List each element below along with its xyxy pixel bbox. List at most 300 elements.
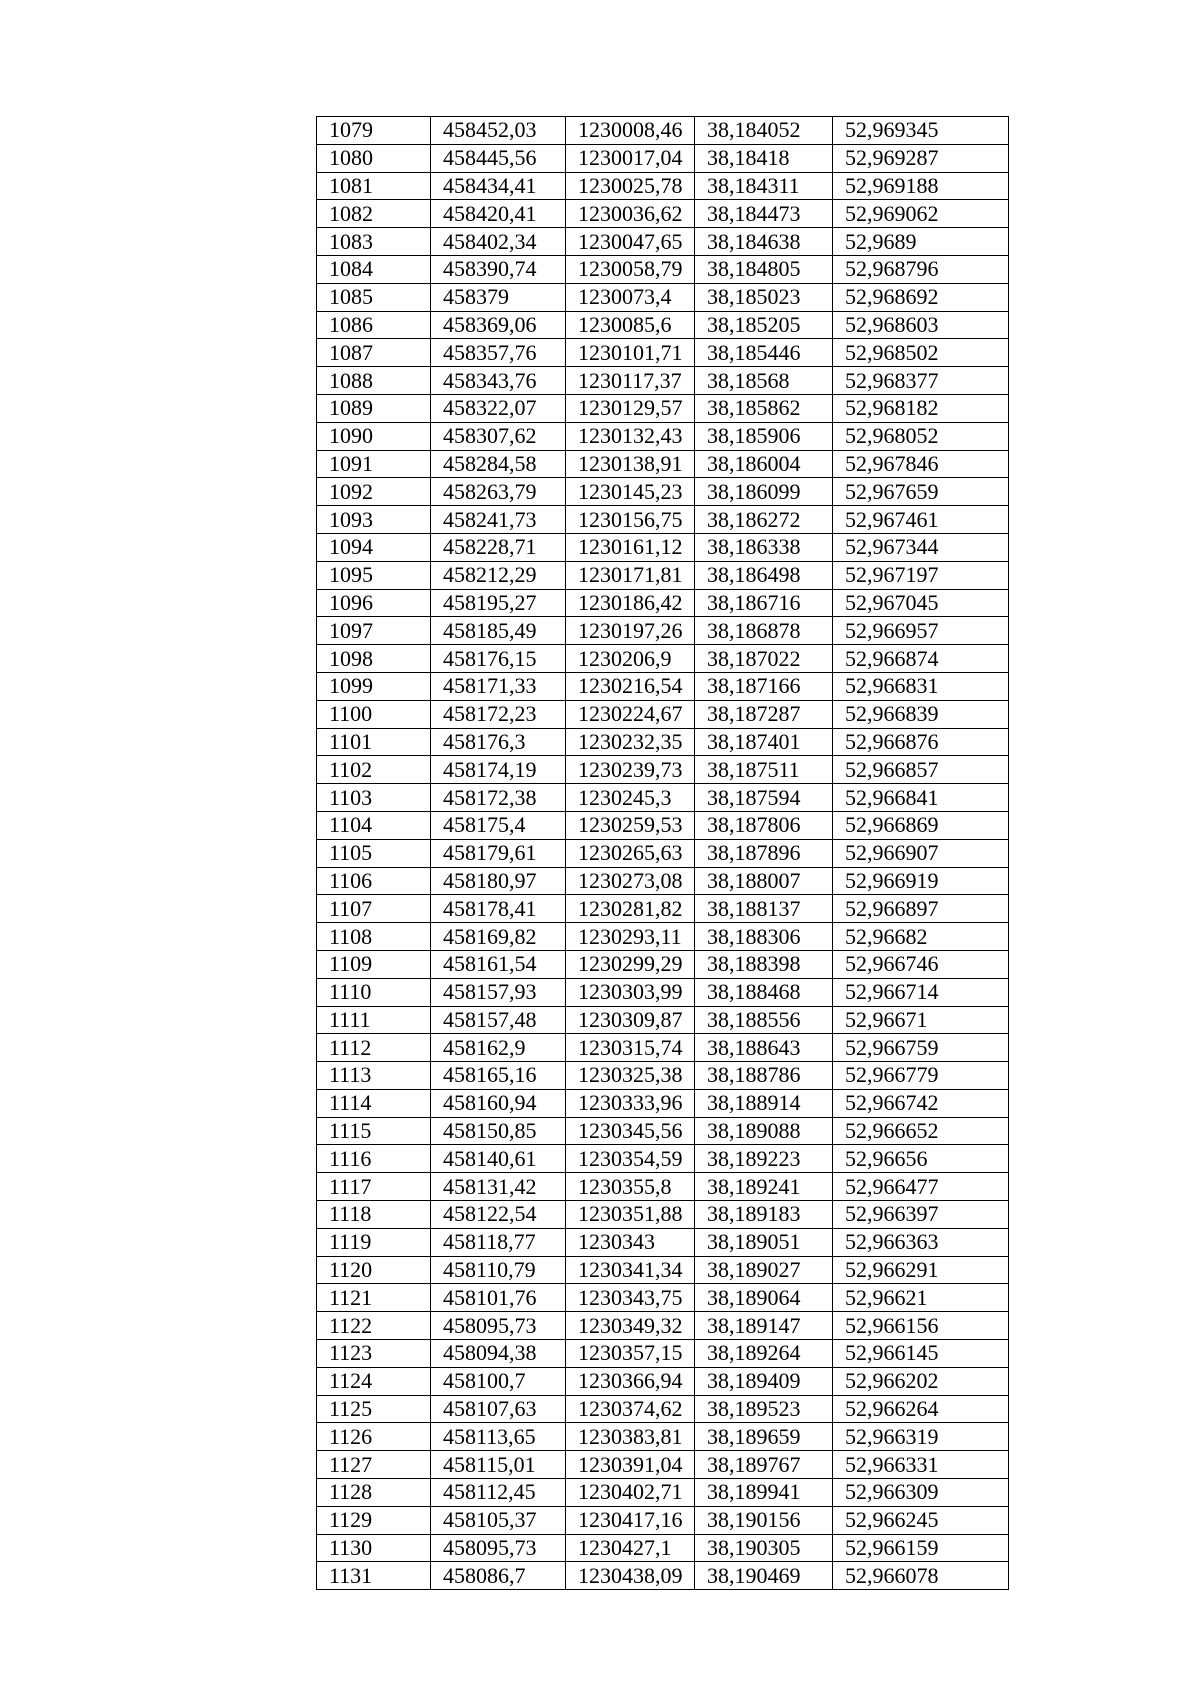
longitude-cell: 38,185446 bbox=[695, 339, 833, 367]
longitude-cell: 38,187511 bbox=[695, 756, 833, 784]
x-coordinate-cell: 458095,73 bbox=[431, 1312, 566, 1340]
x-coordinate-cell: 458094,38 bbox=[431, 1340, 566, 1368]
longitude-cell: 38,188914 bbox=[695, 1089, 833, 1117]
latitude-cell: 52,969062 bbox=[833, 200, 1009, 228]
x-coordinate-cell: 458100,7 bbox=[431, 1367, 566, 1395]
point-number-cell: 1131 bbox=[317, 1562, 431, 1590]
latitude-cell: 52,966245 bbox=[833, 1506, 1009, 1534]
y-coordinate-cell: 1230197,26 bbox=[566, 617, 695, 645]
longitude-cell: 38,187401 bbox=[695, 728, 833, 756]
table-row bbox=[317, 1173, 1009, 1201]
point-number-cell: 1106 bbox=[317, 867, 431, 895]
longitude-cell: 38,188398 bbox=[695, 950, 833, 978]
y-coordinate-cell: 1230259,53 bbox=[566, 811, 695, 839]
x-coordinate-cell: 458263,79 bbox=[431, 478, 566, 506]
longitude-cell: 38,189051 bbox=[695, 1228, 833, 1256]
x-coordinate-cell: 458157,93 bbox=[431, 978, 566, 1006]
point-number-cell: 1129 bbox=[317, 1506, 431, 1534]
point-number-cell: 1082 bbox=[317, 200, 431, 228]
y-coordinate-cell: 1230047,65 bbox=[566, 228, 695, 256]
y-coordinate-cell: 1230232,35 bbox=[566, 728, 695, 756]
x-coordinate-cell: 458172,23 bbox=[431, 700, 566, 728]
table-row bbox=[317, 617, 1009, 645]
longitude-cell: 38,189659 bbox=[695, 1423, 833, 1451]
x-coordinate-cell: 458110,79 bbox=[431, 1256, 566, 1284]
y-coordinate-cell: 1230293,11 bbox=[566, 923, 695, 951]
point-number-cell: 1104 bbox=[317, 811, 431, 839]
point-number-cell: 1093 bbox=[317, 506, 431, 534]
table-row bbox=[317, 1562, 1009, 1590]
x-coordinate-cell: 458445,56 bbox=[431, 144, 566, 172]
y-coordinate-cell: 1230366,94 bbox=[566, 1367, 695, 1395]
longitude-cell: 38,186004 bbox=[695, 450, 833, 478]
y-coordinate-cell: 1230417,16 bbox=[566, 1506, 695, 1534]
latitude-cell: 52,966779 bbox=[833, 1062, 1009, 1090]
x-coordinate-cell: 458113,65 bbox=[431, 1423, 566, 1451]
x-coordinate-cell: 458228,71 bbox=[431, 533, 566, 561]
y-coordinate-cell: 1230315,74 bbox=[566, 1034, 695, 1062]
longitude-cell: 38,189223 bbox=[695, 1145, 833, 1173]
latitude-cell: 52,966869 bbox=[833, 811, 1009, 839]
table-row bbox=[317, 1089, 1009, 1117]
longitude-cell: 38,184311 bbox=[695, 172, 833, 200]
latitude-cell: 52,96621 bbox=[833, 1284, 1009, 1312]
latitude-cell: 52,968603 bbox=[833, 311, 1009, 339]
point-number-cell: 1114 bbox=[317, 1089, 431, 1117]
latitude-cell: 52,966078 bbox=[833, 1562, 1009, 1590]
point-number-cell: 1130 bbox=[317, 1534, 431, 1562]
latitude-cell: 52,966876 bbox=[833, 728, 1009, 756]
y-coordinate-cell: 1230245,3 bbox=[566, 784, 695, 812]
longitude-cell: 38,185906 bbox=[695, 422, 833, 450]
point-number-cell: 1091 bbox=[317, 450, 431, 478]
latitude-cell: 52,968796 bbox=[833, 255, 1009, 283]
latitude-cell: 52,966831 bbox=[833, 672, 1009, 700]
table-row bbox=[317, 867, 1009, 895]
point-number-cell: 1089 bbox=[317, 394, 431, 422]
latitude-cell: 52,967344 bbox=[833, 533, 1009, 561]
table-row bbox=[317, 533, 1009, 561]
y-coordinate-cell: 1230383,81 bbox=[566, 1423, 695, 1451]
table-row bbox=[317, 589, 1009, 617]
latitude-cell: 52,968377 bbox=[833, 367, 1009, 395]
point-number-cell: 1119 bbox=[317, 1228, 431, 1256]
longitude-cell: 38,189027 bbox=[695, 1256, 833, 1284]
latitude-cell: 52,966841 bbox=[833, 784, 1009, 812]
y-coordinate-cell: 1230345,56 bbox=[566, 1117, 695, 1145]
table-row bbox=[317, 450, 1009, 478]
table-row bbox=[317, 784, 1009, 812]
longitude-cell: 38,189941 bbox=[695, 1479, 833, 1507]
point-number-cell: 1087 bbox=[317, 339, 431, 367]
x-coordinate-cell: 458307,62 bbox=[431, 422, 566, 450]
x-coordinate-cell: 458161,54 bbox=[431, 950, 566, 978]
latitude-cell: 52,966145 bbox=[833, 1340, 1009, 1368]
x-coordinate-cell: 458162,9 bbox=[431, 1034, 566, 1062]
table-row bbox=[317, 1506, 1009, 1534]
latitude-cell: 52,966319 bbox=[833, 1423, 1009, 1451]
longitude-cell: 38,185205 bbox=[695, 311, 833, 339]
x-coordinate-cell: 458185,49 bbox=[431, 617, 566, 645]
point-number-cell: 1101 bbox=[317, 728, 431, 756]
latitude-cell: 52,966156 bbox=[833, 1312, 1009, 1340]
longitude-cell: 38,189183 bbox=[695, 1201, 833, 1229]
latitude-cell: 52,966857 bbox=[833, 756, 1009, 784]
table-row bbox=[317, 1201, 1009, 1229]
x-coordinate-cell: 458122,54 bbox=[431, 1201, 566, 1229]
latitude-cell: 52,966874 bbox=[833, 645, 1009, 673]
longitude-cell: 38,188556 bbox=[695, 1006, 833, 1034]
longitude-cell: 38,186878 bbox=[695, 617, 833, 645]
longitude-cell: 38,188306 bbox=[695, 923, 833, 951]
longitude-cell: 38,190156 bbox=[695, 1506, 833, 1534]
point-number-cell: 1121 bbox=[317, 1284, 431, 1312]
y-coordinate-cell: 1230325,38 bbox=[566, 1062, 695, 1090]
x-coordinate-cell: 458178,41 bbox=[431, 895, 566, 923]
y-coordinate-cell: 1230129,57 bbox=[566, 394, 695, 422]
latitude-cell: 52,96656 bbox=[833, 1145, 1009, 1173]
x-coordinate-cell: 458101,76 bbox=[431, 1284, 566, 1312]
longitude-cell: 38,187022 bbox=[695, 645, 833, 673]
longitude-cell: 38,188643 bbox=[695, 1034, 833, 1062]
longitude-cell: 38,188137 bbox=[695, 895, 833, 923]
point-number-cell: 1110 bbox=[317, 978, 431, 1006]
point-number-cell: 1105 bbox=[317, 839, 431, 867]
longitude-cell: 38,184473 bbox=[695, 200, 833, 228]
x-coordinate-cell: 458420,41 bbox=[431, 200, 566, 228]
point-number-cell: 1109 bbox=[317, 950, 431, 978]
y-coordinate-cell: 1230085,6 bbox=[566, 311, 695, 339]
point-number-cell: 1094 bbox=[317, 533, 431, 561]
point-number-cell: 1120 bbox=[317, 1256, 431, 1284]
latitude-cell: 52,966957 bbox=[833, 617, 1009, 645]
point-number-cell: 1118 bbox=[317, 1201, 431, 1229]
point-number-cell: 1086 bbox=[317, 311, 431, 339]
latitude-cell: 52,966264 bbox=[833, 1395, 1009, 1423]
table-row bbox=[317, 1284, 1009, 1312]
x-coordinate-cell: 458157,48 bbox=[431, 1006, 566, 1034]
x-coordinate-cell: 458107,63 bbox=[431, 1395, 566, 1423]
x-coordinate-cell: 458180,97 bbox=[431, 867, 566, 895]
point-number-cell: 1090 bbox=[317, 422, 431, 450]
x-coordinate-cell: 458390,74 bbox=[431, 255, 566, 283]
table-row bbox=[317, 1479, 1009, 1507]
table-row bbox=[317, 144, 1009, 172]
latitude-cell: 52,968692 bbox=[833, 283, 1009, 311]
y-coordinate-cell: 1230036,62 bbox=[566, 200, 695, 228]
point-number-cell: 1098 bbox=[317, 645, 431, 673]
latitude-cell: 52,966839 bbox=[833, 700, 1009, 728]
point-number-cell: 1092 bbox=[317, 478, 431, 506]
y-coordinate-cell: 1230117,37 bbox=[566, 367, 695, 395]
y-coordinate-cell: 1230354,59 bbox=[566, 1145, 695, 1173]
longitude-cell: 38,189264 bbox=[695, 1340, 833, 1368]
latitude-cell: 52,967197 bbox=[833, 561, 1009, 589]
x-coordinate-cell: 458176,15 bbox=[431, 645, 566, 673]
longitude-cell: 38,186272 bbox=[695, 506, 833, 534]
latitude-cell: 52,966714 bbox=[833, 978, 1009, 1006]
table-row bbox=[317, 394, 1009, 422]
latitude-cell: 52,966309 bbox=[833, 1479, 1009, 1507]
latitude-cell: 52,966291 bbox=[833, 1256, 1009, 1284]
y-coordinate-cell: 1230132,43 bbox=[566, 422, 695, 450]
latitude-cell: 52,966897 bbox=[833, 895, 1009, 923]
point-number-cell: 1079 bbox=[317, 117, 431, 145]
longitude-cell: 38,185862 bbox=[695, 394, 833, 422]
x-coordinate-cell: 458379 bbox=[431, 283, 566, 311]
table-row bbox=[317, 1395, 1009, 1423]
longitude-cell: 38,186498 bbox=[695, 561, 833, 589]
longitude-cell: 38,189767 bbox=[695, 1451, 833, 1479]
latitude-cell: 52,966477 bbox=[833, 1173, 1009, 1201]
y-coordinate-cell: 1230303,99 bbox=[566, 978, 695, 1006]
point-number-cell: 1126 bbox=[317, 1423, 431, 1451]
latitude-cell: 52,96671 bbox=[833, 1006, 1009, 1034]
table-row bbox=[317, 422, 1009, 450]
point-number-cell: 1084 bbox=[317, 255, 431, 283]
y-coordinate-cell: 1230239,73 bbox=[566, 756, 695, 784]
x-coordinate-cell: 458175,4 bbox=[431, 811, 566, 839]
point-number-cell: 1102 bbox=[317, 756, 431, 784]
x-coordinate-cell: 458095,73 bbox=[431, 1534, 566, 1562]
table-row bbox=[317, 1256, 1009, 1284]
table-row bbox=[317, 1228, 1009, 1256]
point-number-cell: 1097 bbox=[317, 617, 431, 645]
y-coordinate-cell: 1230017,04 bbox=[566, 144, 695, 172]
longitude-cell: 38,188786 bbox=[695, 1062, 833, 1090]
x-coordinate-cell: 458212,29 bbox=[431, 561, 566, 589]
table-row bbox=[317, 367, 1009, 395]
y-coordinate-cell: 1230349,32 bbox=[566, 1312, 695, 1340]
point-number-cell: 1111 bbox=[317, 1006, 431, 1034]
longitude-cell: 38,187896 bbox=[695, 839, 833, 867]
x-coordinate-cell: 458195,27 bbox=[431, 589, 566, 617]
y-coordinate-cell: 1230309,87 bbox=[566, 1006, 695, 1034]
table-row bbox=[317, 978, 1009, 1006]
latitude-cell: 52,966907 bbox=[833, 839, 1009, 867]
longitude-cell: 38,188468 bbox=[695, 978, 833, 1006]
longitude-cell: 38,184638 bbox=[695, 228, 833, 256]
x-coordinate-cell: 458172,38 bbox=[431, 784, 566, 812]
point-number-cell: 1085 bbox=[317, 283, 431, 311]
latitude-cell: 52,966746 bbox=[833, 950, 1009, 978]
longitude-cell: 38,187166 bbox=[695, 672, 833, 700]
y-coordinate-cell: 1230101,71 bbox=[566, 339, 695, 367]
latitude-cell: 52,969345 bbox=[833, 117, 1009, 145]
coordinates-table bbox=[316, 116, 1009, 1590]
x-coordinate-cell: 458165,16 bbox=[431, 1062, 566, 1090]
latitude-cell: 52,968502 bbox=[833, 339, 1009, 367]
x-coordinate-cell: 458284,58 bbox=[431, 450, 566, 478]
y-coordinate-cell: 1230391,04 bbox=[566, 1451, 695, 1479]
y-coordinate-cell: 1230333,96 bbox=[566, 1089, 695, 1117]
y-coordinate-cell: 1230374,62 bbox=[566, 1395, 695, 1423]
table-row bbox=[317, 1145, 1009, 1173]
y-coordinate-cell: 1230161,12 bbox=[566, 533, 695, 561]
longitude-cell: 38,186338 bbox=[695, 533, 833, 561]
latitude-cell: 52,966759 bbox=[833, 1034, 1009, 1062]
longitude-cell: 38,188007 bbox=[695, 867, 833, 895]
table-row bbox=[317, 200, 1009, 228]
table-row bbox=[317, 339, 1009, 367]
table-row bbox=[317, 1006, 1009, 1034]
x-coordinate-cell: 458176,3 bbox=[431, 728, 566, 756]
table-row bbox=[317, 811, 1009, 839]
x-coordinate-cell: 458343,76 bbox=[431, 367, 566, 395]
table-row bbox=[317, 1062, 1009, 1090]
table-row bbox=[317, 506, 1009, 534]
longitude-cell: 38,185023 bbox=[695, 283, 833, 311]
point-number-cell: 1117 bbox=[317, 1173, 431, 1201]
longitude-cell: 38,187806 bbox=[695, 811, 833, 839]
x-coordinate-cell: 458115,01 bbox=[431, 1451, 566, 1479]
y-coordinate-cell: 1230341,34 bbox=[566, 1256, 695, 1284]
x-coordinate-cell: 458131,42 bbox=[431, 1173, 566, 1201]
latitude-cell: 52,969287 bbox=[833, 144, 1009, 172]
y-coordinate-cell: 1230145,23 bbox=[566, 478, 695, 506]
table-row bbox=[317, 255, 1009, 283]
x-coordinate-cell: 458174,19 bbox=[431, 756, 566, 784]
y-coordinate-cell: 1230224,67 bbox=[566, 700, 695, 728]
x-coordinate-cell: 458086,7 bbox=[431, 1562, 566, 1590]
point-number-cell: 1095 bbox=[317, 561, 431, 589]
point-number-cell: 1128 bbox=[317, 1479, 431, 1507]
y-coordinate-cell: 1230351,88 bbox=[566, 1201, 695, 1229]
table-row bbox=[317, 672, 1009, 700]
point-number-cell: 1113 bbox=[317, 1062, 431, 1090]
point-number-cell: 1115 bbox=[317, 1117, 431, 1145]
point-number-cell: 1081 bbox=[317, 172, 431, 200]
table-row bbox=[317, 1534, 1009, 1562]
y-coordinate-cell: 1230357,15 bbox=[566, 1340, 695, 1368]
longitude-cell: 38,189147 bbox=[695, 1312, 833, 1340]
latitude-cell: 52,967659 bbox=[833, 478, 1009, 506]
y-coordinate-cell: 1230343,75 bbox=[566, 1284, 695, 1312]
latitude-cell: 52,969188 bbox=[833, 172, 1009, 200]
table-row bbox=[317, 1034, 1009, 1062]
x-coordinate-cell: 458169,82 bbox=[431, 923, 566, 951]
latitude-cell: 52,966652 bbox=[833, 1117, 1009, 1145]
point-number-cell: 1080 bbox=[317, 144, 431, 172]
x-coordinate-cell: 458402,34 bbox=[431, 228, 566, 256]
y-coordinate-cell: 1230025,78 bbox=[566, 172, 695, 200]
longitude-cell: 38,189241 bbox=[695, 1173, 833, 1201]
y-coordinate-cell: 1230299,29 bbox=[566, 950, 695, 978]
y-coordinate-cell: 1230171,81 bbox=[566, 561, 695, 589]
y-coordinate-cell: 1230206,9 bbox=[566, 645, 695, 673]
x-coordinate-cell: 458171,33 bbox=[431, 672, 566, 700]
point-number-cell: 1127 bbox=[317, 1451, 431, 1479]
table-row bbox=[317, 478, 1009, 506]
point-number-cell: 1099 bbox=[317, 672, 431, 700]
longitude-cell: 38,190469 bbox=[695, 1562, 833, 1590]
latitude-cell: 52,967846 bbox=[833, 450, 1009, 478]
y-coordinate-cell: 1230186,42 bbox=[566, 589, 695, 617]
x-coordinate-cell: 458160,94 bbox=[431, 1089, 566, 1117]
table-row bbox=[317, 228, 1009, 256]
longitude-cell: 38,186716 bbox=[695, 589, 833, 617]
y-coordinate-cell: 1230265,63 bbox=[566, 839, 695, 867]
latitude-cell: 52,966159 bbox=[833, 1534, 1009, 1562]
point-number-cell: 1096 bbox=[317, 589, 431, 617]
longitude-cell: 38,186099 bbox=[695, 478, 833, 506]
x-coordinate-cell: 458452,03 bbox=[431, 117, 566, 145]
x-coordinate-cell: 458179,61 bbox=[431, 839, 566, 867]
x-coordinate-cell: 458150,85 bbox=[431, 1117, 566, 1145]
table-row bbox=[317, 839, 1009, 867]
y-coordinate-cell: 1230402,71 bbox=[566, 1479, 695, 1507]
y-coordinate-cell: 1230273,08 bbox=[566, 867, 695, 895]
latitude-cell: 52,966742 bbox=[833, 1089, 1009, 1117]
point-number-cell: 1124 bbox=[317, 1367, 431, 1395]
table-row bbox=[317, 311, 1009, 339]
x-coordinate-cell: 458322,07 bbox=[431, 394, 566, 422]
x-coordinate-cell: 458369,06 bbox=[431, 311, 566, 339]
point-number-cell: 1108 bbox=[317, 923, 431, 951]
point-number-cell: 1112 bbox=[317, 1034, 431, 1062]
x-coordinate-cell: 458105,37 bbox=[431, 1506, 566, 1534]
table-row bbox=[317, 1117, 1009, 1145]
table-row bbox=[317, 172, 1009, 200]
table-row bbox=[317, 1423, 1009, 1451]
x-coordinate-cell: 458140,61 bbox=[431, 1145, 566, 1173]
longitude-cell: 38,189409 bbox=[695, 1367, 833, 1395]
latitude-cell: 52,96682 bbox=[833, 923, 1009, 951]
x-coordinate-cell: 458434,41 bbox=[431, 172, 566, 200]
longitude-cell: 38,18568 bbox=[695, 367, 833, 395]
longitude-cell: 38,189088 bbox=[695, 1117, 833, 1145]
point-number-cell: 1107 bbox=[317, 895, 431, 923]
y-coordinate-cell: 1230073,4 bbox=[566, 283, 695, 311]
latitude-cell: 52,966331 bbox=[833, 1451, 1009, 1479]
y-coordinate-cell: 1230438,09 bbox=[566, 1562, 695, 1590]
y-coordinate-cell: 1230008,46 bbox=[566, 117, 695, 145]
latitude-cell: 52,966397 bbox=[833, 1201, 1009, 1229]
table-row bbox=[317, 950, 1009, 978]
point-number-cell: 1125 bbox=[317, 1395, 431, 1423]
longitude-cell: 38,184805 bbox=[695, 255, 833, 283]
point-number-cell: 1123 bbox=[317, 1340, 431, 1368]
longitude-cell: 38,18418 bbox=[695, 144, 833, 172]
table-row bbox=[317, 756, 1009, 784]
coordinates-table-body bbox=[317, 117, 1009, 1590]
point-number-cell: 1103 bbox=[317, 784, 431, 812]
point-number-cell: 1116 bbox=[317, 1145, 431, 1173]
latitude-cell: 52,966919 bbox=[833, 867, 1009, 895]
point-number-cell: 1088 bbox=[317, 367, 431, 395]
y-coordinate-cell: 1230216,54 bbox=[566, 672, 695, 700]
table-row bbox=[317, 728, 1009, 756]
table-row bbox=[317, 895, 1009, 923]
table-row bbox=[317, 117, 1009, 145]
longitude-cell: 38,189523 bbox=[695, 1395, 833, 1423]
x-coordinate-cell: 458118,77 bbox=[431, 1228, 566, 1256]
longitude-cell: 38,189064 bbox=[695, 1284, 833, 1312]
point-number-cell: 1122 bbox=[317, 1312, 431, 1340]
point-number-cell: 1083 bbox=[317, 228, 431, 256]
latitude-cell: 52,966202 bbox=[833, 1367, 1009, 1395]
y-coordinate-cell: 1230355,8 bbox=[566, 1173, 695, 1201]
longitude-cell: 38,187287 bbox=[695, 700, 833, 728]
longitude-cell: 38,184052 bbox=[695, 117, 833, 145]
table-row bbox=[317, 1451, 1009, 1479]
y-coordinate-cell: 1230343 bbox=[566, 1228, 695, 1256]
latitude-cell: 52,968052 bbox=[833, 422, 1009, 450]
table-row bbox=[317, 283, 1009, 311]
table-row bbox=[317, 1340, 1009, 1368]
latitude-cell: 52,966363 bbox=[833, 1228, 1009, 1256]
latitude-cell: 52,968182 bbox=[833, 394, 1009, 422]
